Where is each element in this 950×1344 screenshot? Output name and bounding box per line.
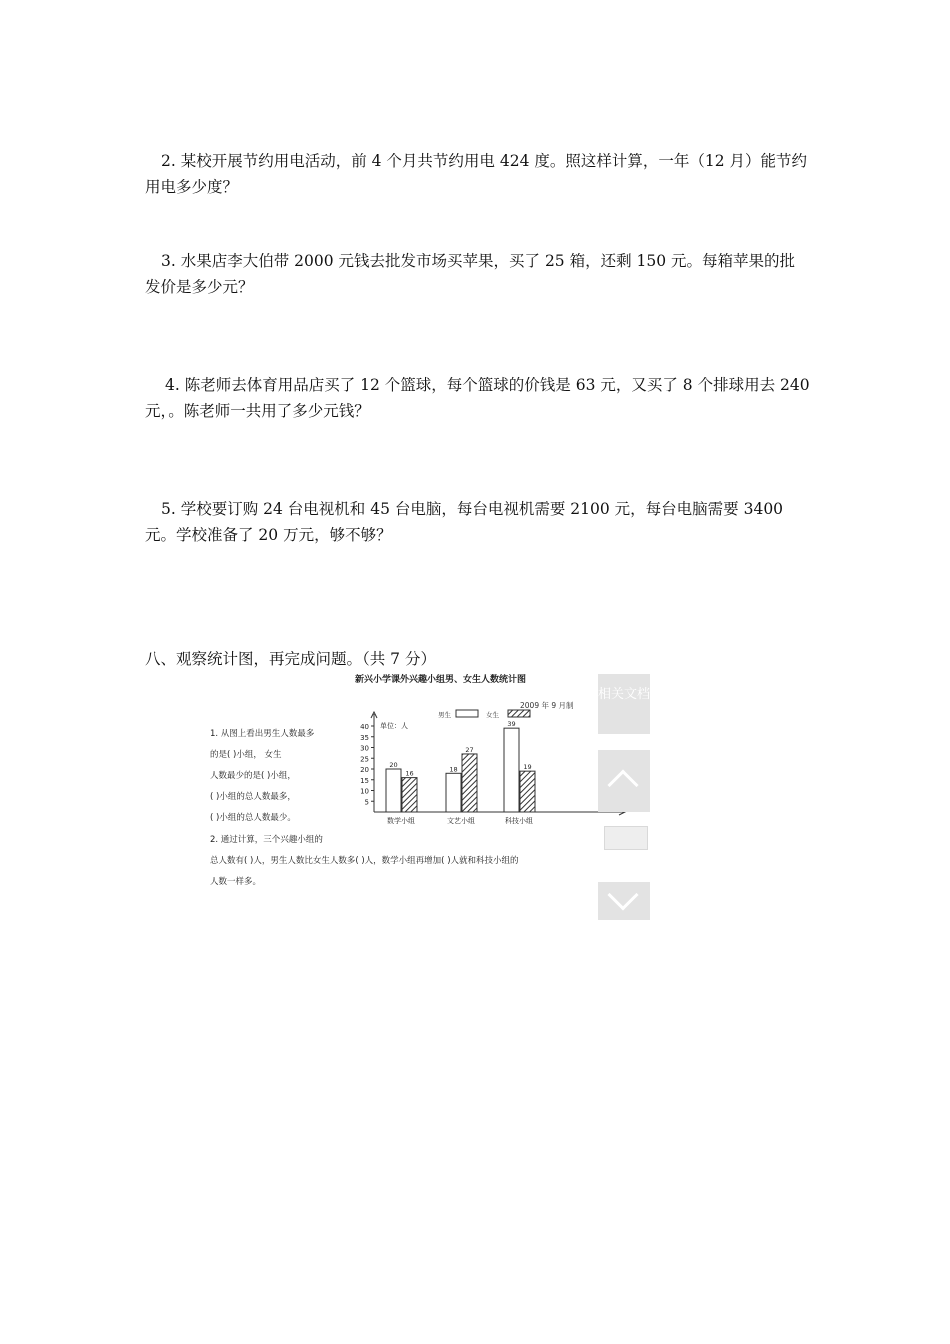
figure-line-2: 的是( )小组， 女生 xyxy=(210,750,282,760)
bar-value-label: 27 xyxy=(465,745,474,754)
question-3-text: 3. 水果店李大伯带 2000 元钱去批发市场买苹果，买了 25 箱，还剩 150 元。每箱苹果的批发价是多少元？ xyxy=(145,252,796,296)
figure-line-1: 1. 从图上看出男生人数最多 xyxy=(210,729,315,739)
chevron-down-icon xyxy=(607,879,638,910)
bar-boys xyxy=(446,773,461,812)
statistics-figure xyxy=(200,668,650,920)
category-label: 科技小组 xyxy=(505,817,533,825)
bar-value-label: 19 xyxy=(523,763,532,772)
bar-girls xyxy=(520,771,535,812)
bar-boys xyxy=(504,728,519,812)
scroll-down-button[interactable] xyxy=(598,882,650,920)
question-4 xyxy=(145,372,810,424)
page-input[interactable] xyxy=(604,826,648,850)
figure-line-4: ( )小组的总人数最多， xyxy=(210,792,296,802)
y-tick-label: 20 xyxy=(360,766,369,774)
bar-value-label: 39 xyxy=(507,720,516,729)
bar-boys xyxy=(386,769,401,812)
bar-girls xyxy=(462,754,477,812)
scroll-up-button[interactable] xyxy=(598,750,650,812)
bar-chart xyxy=(350,708,640,828)
question-2-text: 2. 某校开展节约用电活动，前 4 个月共节约用电 424 度。照这样计算，一年（12 月）能节约用电多少度？ xyxy=(145,152,808,196)
legend-label-boys: 男生 xyxy=(438,711,451,719)
category-label: 数学小组 xyxy=(387,817,415,825)
figure-line-5: ( )小组的总人数最少。 xyxy=(210,813,296,823)
y-tick-label: 30 xyxy=(360,744,369,753)
y-tick-label: 40 xyxy=(360,723,369,731)
bar-value-label: 20 xyxy=(389,761,398,769)
legend-label-girls: 女生 xyxy=(486,711,499,719)
chart-date: 2009 年 9 月制 xyxy=(520,701,574,710)
chart-title: 新兴小学课外兴趣小组男、女生人数统计图 xyxy=(355,675,527,685)
y-tick-label: 10 xyxy=(360,787,369,796)
question-5 xyxy=(145,496,810,548)
question-4-text: 4. 陈老师去体育用品店买了 12 个篮球，每个篮球的价钱是 63 元，又买了 8 个排球用去 240 元，。陈老师一共用了多少元钱？ xyxy=(145,376,810,420)
y-tick-label: 25 xyxy=(360,755,369,764)
legend-swatch-boys xyxy=(456,710,478,717)
bar-girls xyxy=(402,778,417,812)
question-3 xyxy=(145,248,810,300)
chevron-up-icon xyxy=(607,769,638,800)
figure-line-7: 总人数有( )人，男生人数比女生人数多( )人，数学小组再增加( )人就和科技小组的 xyxy=(210,856,519,866)
figure-line-6: 2. 通过计算，三个兴趣小组的 xyxy=(210,835,323,845)
y-tick-label: 5 xyxy=(364,798,369,807)
legend-swatch-girls xyxy=(508,710,530,717)
figure-line-8: 人数一样多。 xyxy=(210,877,262,887)
y-tick-label: 35 xyxy=(360,733,369,742)
figure-line-3: 人数最少的是( )小组， xyxy=(210,771,296,781)
category-label: 文艺小组 xyxy=(447,817,475,825)
question-5-text: 5. 学校要订购 24 台电视机和 45 台电脑，每台电视机需要 2100 元，每台电脑需要 3400 元。学校准备了 20 万元，够不够？ xyxy=(145,500,784,544)
bar-value-label: 18 xyxy=(449,765,458,774)
bar-value-label: 16 xyxy=(405,769,414,778)
section-8-heading: 八、观察统计图，再完成问题。（共 7 分） xyxy=(145,650,436,668)
y-tick-label: 15 xyxy=(360,776,369,785)
question-2 xyxy=(145,148,810,200)
side-panel xyxy=(598,674,650,920)
unit-label: 单位：人 xyxy=(380,722,408,730)
related-docs-button[interactable]: 相关文档 xyxy=(598,674,650,734)
